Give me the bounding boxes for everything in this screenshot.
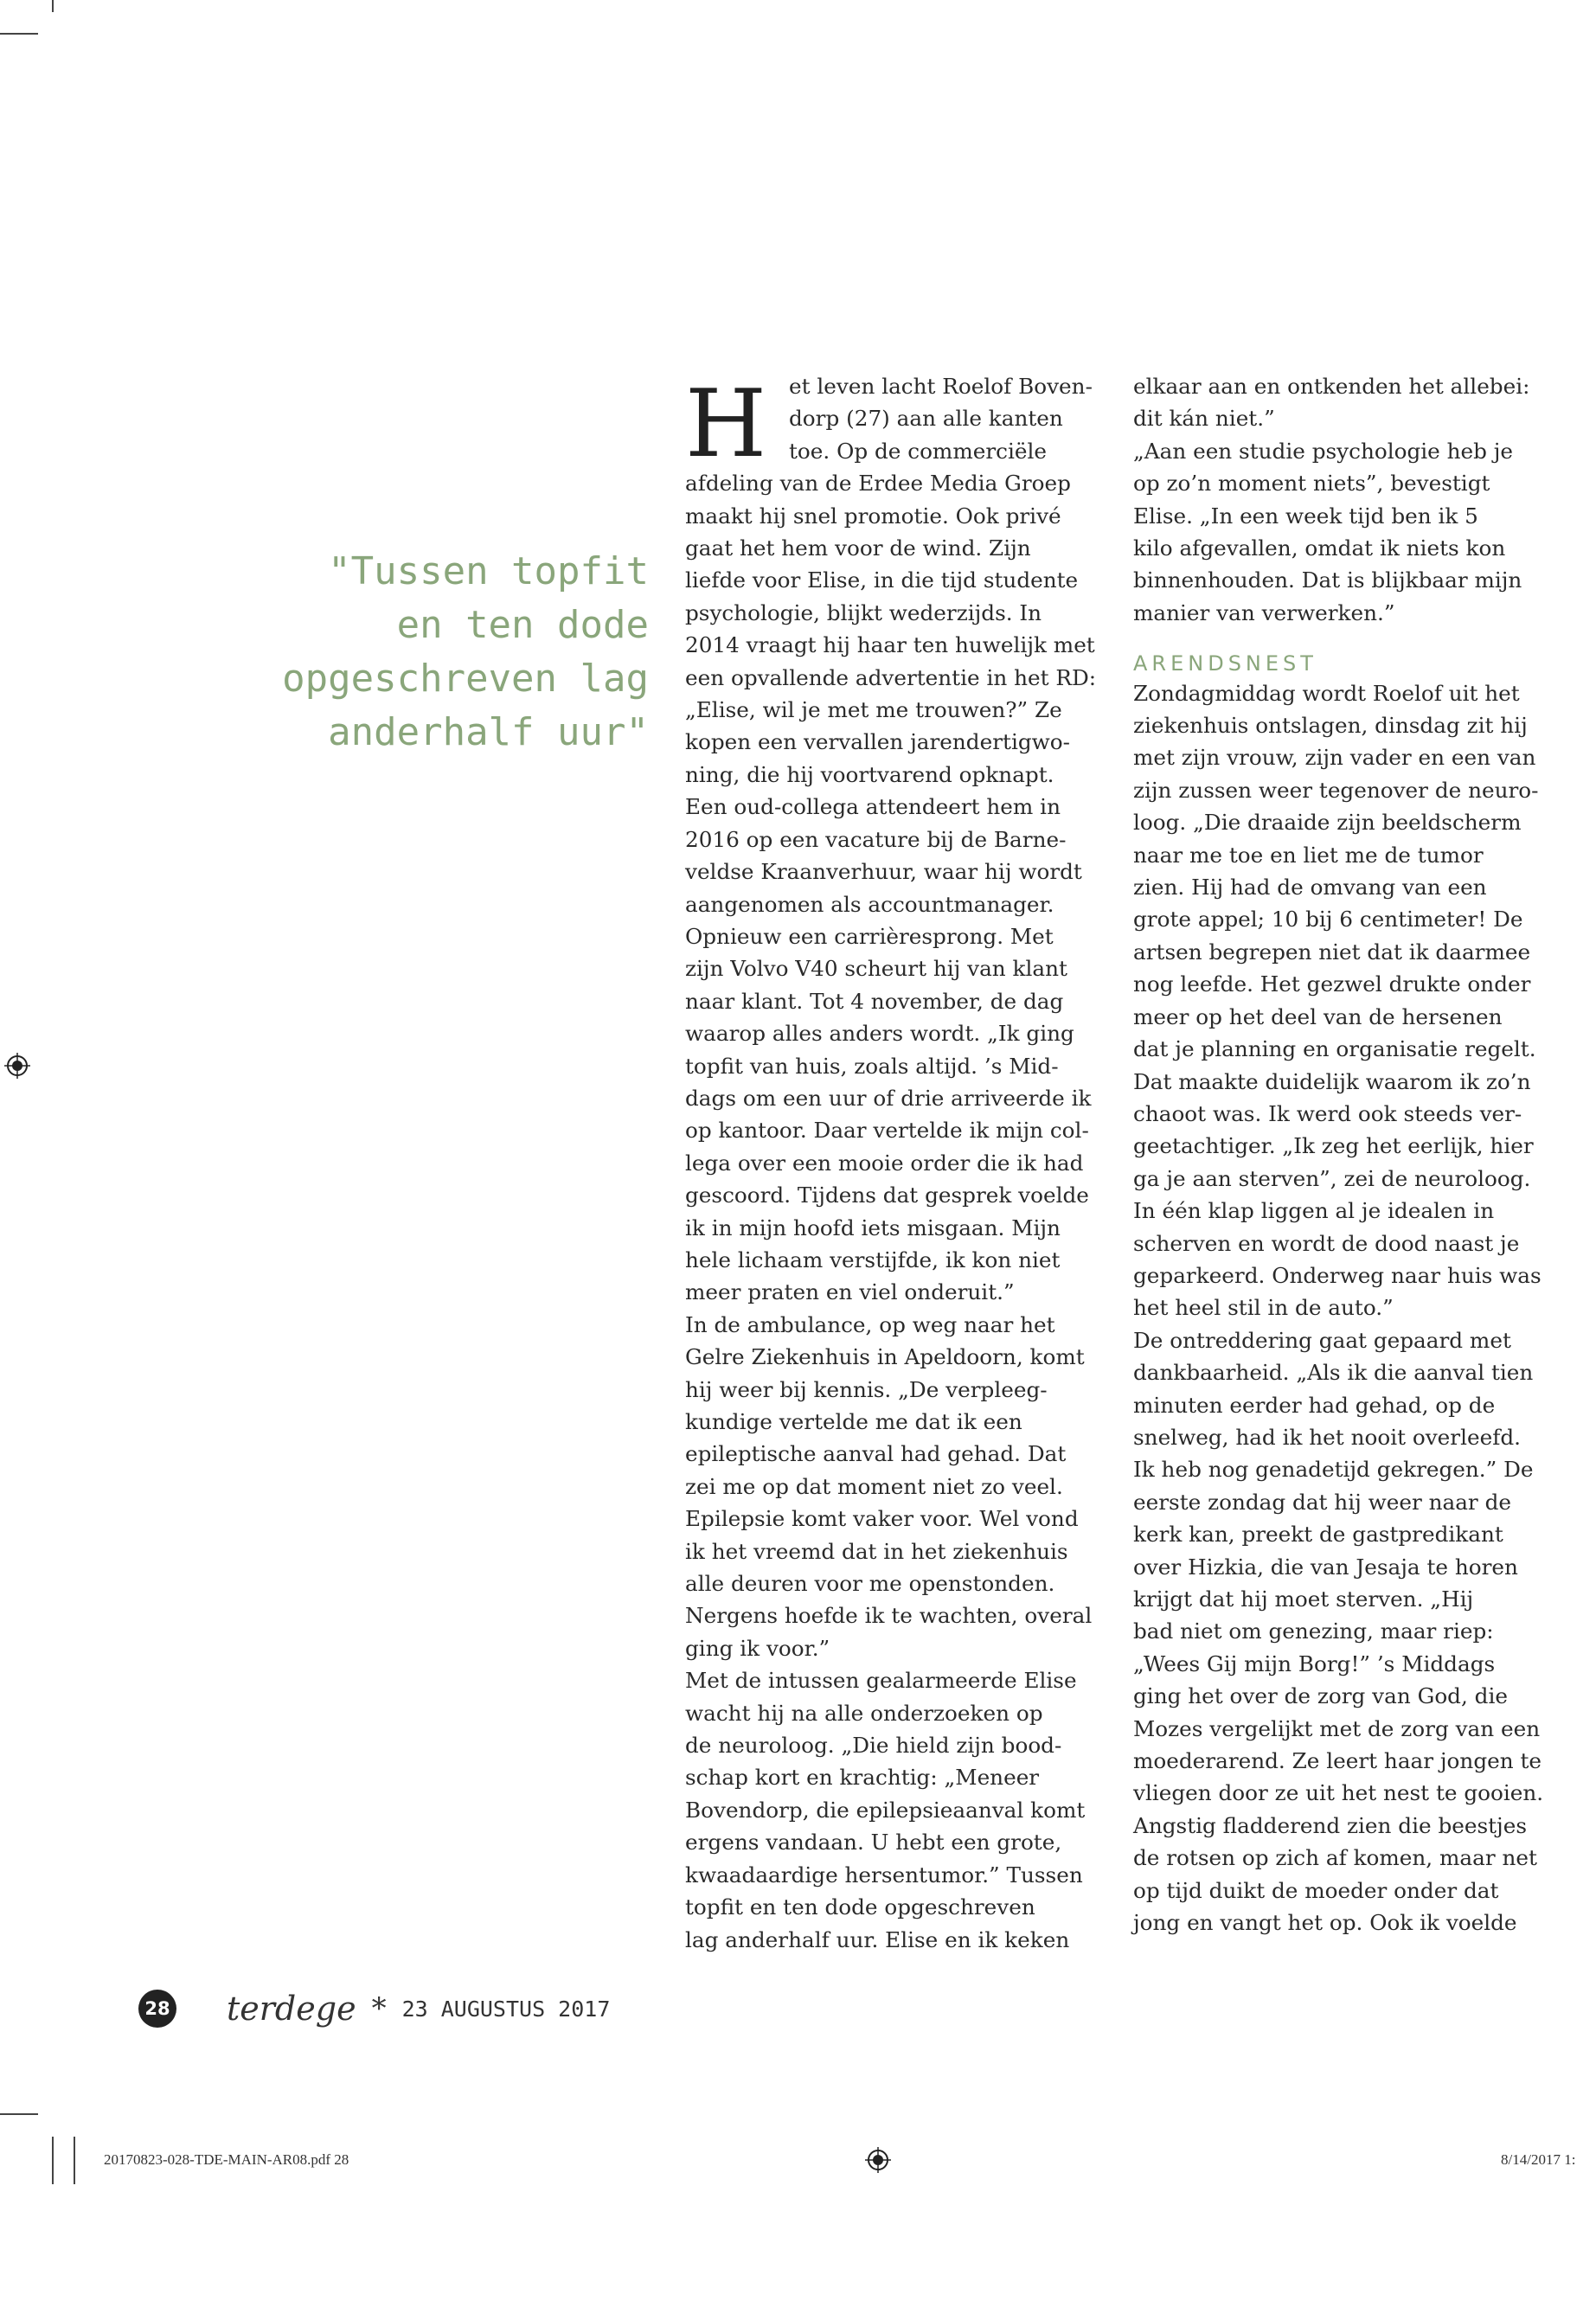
text-line: topfit van huis, zoals altijd. ’s Mid- xyxy=(685,1053,1059,1079)
text-line: topfit en ten dode opgeschreven xyxy=(685,1894,1035,1920)
file-slug-date: 8/14/2017 1: xyxy=(1501,2151,1576,2168)
text-line: Mozes vergelijkt met de zorg van een xyxy=(1133,1715,1541,1741)
article-column-2 xyxy=(1133,370,1548,1939)
text-line: op zo’n moment niets”, bevestigt xyxy=(1133,471,1490,497)
drop-cap: H xyxy=(685,370,767,478)
text-line: loog. „Die draaide zijn beeldscherm xyxy=(1133,810,1522,836)
text-line: ik in mijn hoofd iets misgaan. Mijn xyxy=(685,1215,1061,1240)
text-line: meer praten en viel onderuit.” xyxy=(685,1279,1015,1305)
text-line: naar klant. Tot 4 november, de dag xyxy=(685,988,1064,1014)
text-line: jong en vangt het op. Ook ik voelde xyxy=(1133,1910,1517,1936)
text-line: zien. Hij had de omvang van een xyxy=(1133,875,1487,901)
text-line: toe. Op de commerciële xyxy=(789,438,1047,464)
text-line: De ontreddering gaat gepaard met xyxy=(1133,1327,1511,1353)
text-line: een opvallende advertentie in het RD: xyxy=(685,664,1097,690)
text-line: waarop alles anders wordt. „Ik ging xyxy=(685,1021,1074,1047)
pull-quote-line: anderhalf uur" xyxy=(328,710,649,754)
text-line: 2016 op een vacature bij de Barne- xyxy=(685,826,1067,852)
text-line: hele lichaam verstijfde, ik kon niet xyxy=(685,1247,1061,1272)
text-line: dit kán niet.” xyxy=(1133,406,1275,432)
text-line: het heel stil in de auto.” xyxy=(1133,1295,1394,1321)
text-line: dankbaarheid. „Als ik die aanval tien xyxy=(1133,1360,1534,1386)
text-line: chaoot was. Ik werd ook steeds ver- xyxy=(1133,1100,1522,1126)
text-line: dat je planning en organisatie regelt. xyxy=(1133,1036,1536,1062)
text-line: ning, die hij voortvarend opknapt. xyxy=(685,761,1054,787)
text-line: snelweg, had ik het nooit overleefd. xyxy=(1133,1424,1521,1450)
file-slug: 20170823-028-TDE-MAIN-AR08.pdf 28 xyxy=(104,2151,349,2168)
column-2-section xyxy=(1133,677,1548,1939)
text-line: moederarend. Ze leert haar jongen te xyxy=(1133,1748,1542,1774)
text-line: Zondagmiddag wordt Roelof uit het xyxy=(1133,680,1520,706)
text-line: zijn Volvo V40 scheurt hij van klant xyxy=(685,956,1067,982)
text-line: de neuroloog. „Die hield zijn bood- xyxy=(685,1733,1062,1759)
text-line: psychologie, blijkt wederzijds. In xyxy=(685,599,1042,625)
pull-quote-line: opgeschreven lag xyxy=(282,657,649,701)
paragraph-gap xyxy=(1133,629,1548,644)
column-2-intro xyxy=(1133,370,1548,629)
text-line: artsen begrepen niet dat ik daarmee xyxy=(1133,939,1531,965)
text-line: minuten eerder had gehad, op de xyxy=(1133,1392,1496,1418)
text-line: Bovendorp, die epilepsieaanval komt xyxy=(685,1797,1086,1823)
text-line: lag anderhalf uur. Elise en ik keken xyxy=(685,1926,1070,1952)
text-line: „Aan een studie psychologie heb je xyxy=(1133,438,1514,464)
text-line: 2014 vraagt hij haar ten huwelijk met xyxy=(685,632,1095,658)
text-line: naar me toe en liet me de tumor xyxy=(1133,842,1484,868)
pull-quote-line: en ten dode xyxy=(396,603,649,647)
text-line: kundige vertelde me dat ik een xyxy=(685,1409,1022,1434)
text-line: Angstig fladderend zien die beestjes xyxy=(1133,1812,1527,1838)
text-line: met zijn vrouw, zijn vader en een van xyxy=(1133,745,1536,771)
text-line: afdeling van de Erdee Media Groep xyxy=(685,471,1071,497)
text-line: liefde voor Elise, in die tijd studente xyxy=(685,567,1079,593)
magazine-logo: terdege xyxy=(227,1990,356,2028)
text-line: Ik heb nog genadetijd gekregen.” De xyxy=(1133,1457,1534,1483)
text-line: manier van verwerken.” xyxy=(1133,599,1395,625)
registration-mark-bottom-icon xyxy=(865,2147,891,2173)
text-line: vliegen door ze uit het nest te gooien. xyxy=(1133,1780,1544,1806)
text-line: kopen een vervallen jarendertigwo- xyxy=(685,729,1070,755)
text-line: binnenhouden. Dat is blijkbaar mijn xyxy=(1133,567,1522,593)
text-line: over Hizkia, die van Jesaja te horen xyxy=(1133,1554,1518,1580)
text-line: zei me op dat moment niet zo veel. xyxy=(685,1473,1063,1499)
text-line: aangenomen als accountmanager. xyxy=(685,891,1054,917)
text-line: Opnieuw een carrièresprong. Met xyxy=(685,923,1054,949)
text-line: lega over een mooie order die ik had xyxy=(685,1150,1084,1176)
text-line: krijgt dat hij moet sterven. „Hij xyxy=(1133,1586,1474,1612)
crop-mark-top-v xyxy=(52,0,54,12)
text-line: wacht hij na alle onderzoeken op xyxy=(685,1700,1043,1726)
text-line: ergens vandaan. U hebt een grote, xyxy=(685,1830,1062,1856)
text-line: kwaadaardige hersentumor.” Tussen xyxy=(685,1862,1083,1888)
registration-mark-left-icon xyxy=(4,1053,30,1079)
text-line: In de ambulance, op weg naar het xyxy=(685,1311,1055,1337)
crop-mark-bottom-v2 xyxy=(74,2137,75,2184)
text-line: scherven en wordt de dood naast je xyxy=(1133,1230,1520,1256)
text-line: Gelre Ziekenhuis in Apeldoorn, komt xyxy=(685,1344,1085,1370)
text-line: ik het vreemd dat in het ziekenhuis xyxy=(685,1538,1068,1564)
text-line: bad niet om genezing, maar riep: xyxy=(1133,1618,1494,1644)
text-line: Elise. „In een week tijd ben ik 5 xyxy=(1133,503,1478,529)
page-footer xyxy=(138,1988,610,2029)
pull-quote xyxy=(182,545,649,760)
text-line: grote appel; 10 bij 6 centimeter! De xyxy=(1133,907,1523,933)
text-line: Dat maakte duidelijk waarom ik zo’n xyxy=(1133,1068,1531,1094)
crop-mark-bottom-v1 xyxy=(52,2137,54,2184)
text-line: kerk kan, preekt de gastpredikant xyxy=(1133,1522,1503,1548)
text-line: Een oud-collega attendeert hem in xyxy=(685,794,1061,820)
text-line: nog leefde. Het gezwel drukte onder xyxy=(1133,971,1531,997)
text-line: „Wees Gij mijn Borg!” ’s Middags xyxy=(1133,1650,1496,1676)
text-line: de rotsen op zich af komen, maar net xyxy=(1133,1845,1537,1871)
page-number: 28 xyxy=(138,1990,176,2028)
text-line: epileptische aanval had gehad. Dat xyxy=(685,1441,1067,1467)
text-line: In één klap liggen al je idealen in xyxy=(1133,1198,1495,1224)
pull-quote-line: "Tussen topfit xyxy=(328,549,649,593)
text-line: zijn zussen weer tegenover de neuro- xyxy=(1133,777,1539,803)
text-line: dorp (27) aan alle kanten xyxy=(789,406,1063,432)
text-line: „Elise, wil je met me trouwen?” Ze xyxy=(685,697,1062,723)
text-line: maakt hij snel promotie. Ook privé xyxy=(685,503,1061,529)
section-heading: ARENDSNEST xyxy=(1133,651,1317,676)
crop-mark-top-h xyxy=(0,33,38,35)
text-line: geetachtiger. „Ik zeg het eerlijk, hier xyxy=(1133,1133,1534,1159)
text-line: dags om een uur of drie arriveerde ik xyxy=(685,1085,1092,1111)
text-line: meer op het deel van de hersenen xyxy=(1133,1003,1503,1029)
issue-date: 23 AUGUSTUS 2017 xyxy=(401,1996,611,2022)
text-line: ging het over de zorg van God, die xyxy=(1133,1683,1508,1709)
text-line: veldse Kraanverhuur, waar hij wordt xyxy=(685,859,1082,885)
text-line: gescoord. Tijdens dat gesprek voelde xyxy=(685,1183,1089,1208)
crop-mark-bottom-h xyxy=(0,2113,38,2115)
text-line: kilo afgevallen, omdat ik niets kon xyxy=(1133,535,1506,561)
separator-star-icon: * xyxy=(371,1991,387,2026)
text-line: Met de intussen gealarmeerde Elise xyxy=(685,1668,1077,1694)
text-line: hij weer bij kennis. „De verpleeg- xyxy=(685,1376,1048,1402)
text-line: op kantoor. Daar vertelde ik mijn col- xyxy=(685,1118,1089,1144)
text-line: alle deuren voor me openstonden. xyxy=(685,1571,1055,1597)
text-line: eerste zondag dat hij weer naar de xyxy=(1133,1489,1511,1515)
text-line: elkaar aan en ontkenden het allebei: xyxy=(1133,374,1530,399)
text-line: ging ik voor.” xyxy=(685,1635,830,1661)
text-line: gaat het hem voor de wind. Zijn xyxy=(685,535,1031,561)
text-line: ga je aan sterven”, zei de neuroloog. xyxy=(1133,1165,1531,1191)
text-line: Nergens hoefde ik te wachten, overal xyxy=(685,1603,1093,1629)
text-line: geparkeerd. Onderweg naar huis was xyxy=(1133,1262,1542,1288)
text-line: et leven lacht Roelof Boven- xyxy=(789,374,1093,399)
text-line: Epilepsie komt vaker voor. Wel vond xyxy=(685,1506,1079,1532)
text-line: op tijd duikt de moeder onder dat xyxy=(1133,1877,1499,1903)
article-column-1 xyxy=(685,370,1100,1956)
text-line: ziekenhuis ontslagen, dinsdag zit hij xyxy=(1133,713,1528,739)
text-line: schap kort en krachtig: „Meneer xyxy=(685,1765,1040,1791)
